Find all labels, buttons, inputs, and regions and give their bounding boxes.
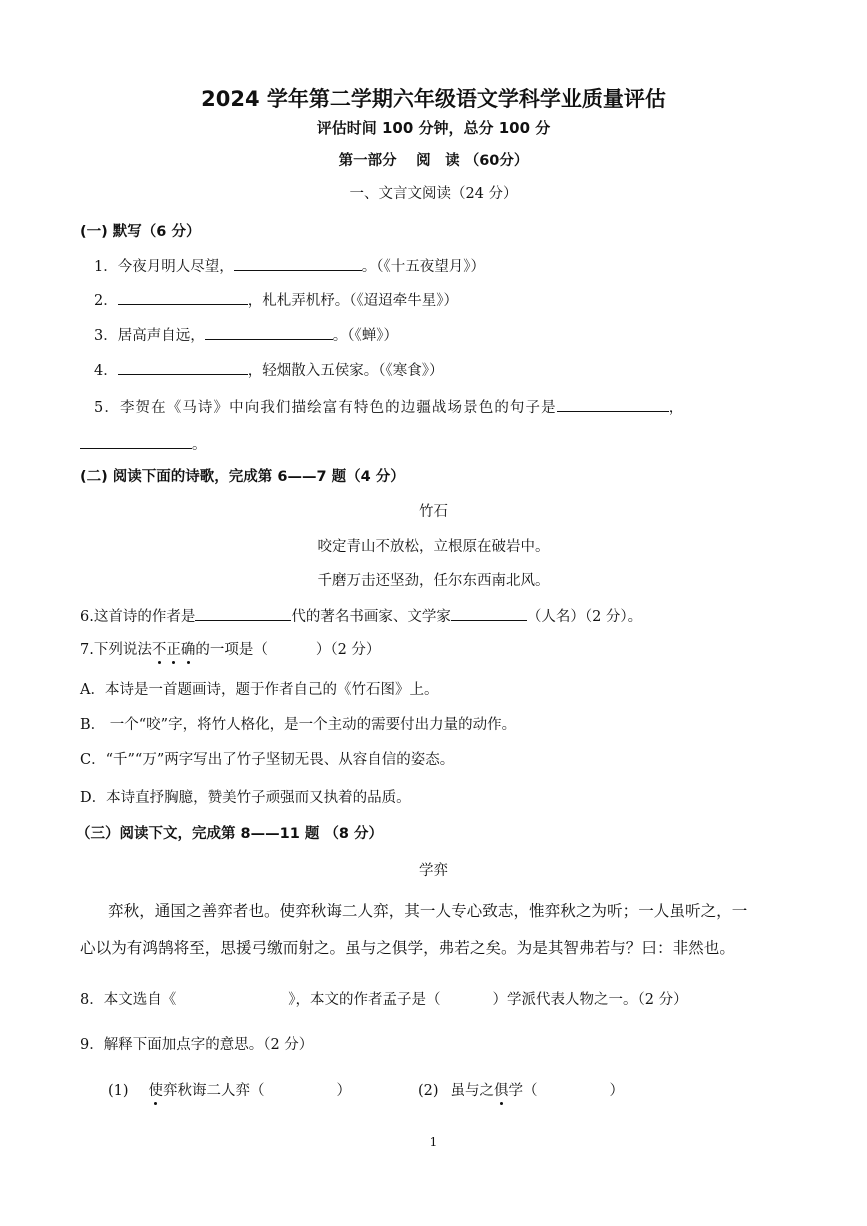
dictation-heading: (一) 默写（6 分） — [80, 224, 201, 240]
prose-paragraph-line-1: 弈秋，通国之善弈者也。使弈秋诲二人弈，其一人专心致志，惟弈秋之为听；一人虽听之，一 — [108, 902, 748, 920]
page-number: 1 — [429, 1135, 438, 1149]
answer-blank[interactable] — [451, 606, 527, 621]
option-c: C．“千”“万”两字写出了竹子坚韧无畏、从容自信的姿态。 — [80, 752, 455, 768]
poem-line-1: 咬定青山不放松，立根原在破岩中。 — [317, 539, 550, 555]
question-4: 4． ，轻烟散入五侯家。（《寒食》） — [94, 360, 443, 381]
option-a: A．本诗是一首题画诗，题于作者自己的《竹石图》上。 — [80, 682, 439, 698]
option-d: D．本诗直抒胸臆，赞美竹子顽强而又执着的品质。 — [80, 790, 411, 806]
question-7: 7.下列说法不正确的一项是（ ）（2 分） — [80, 642, 381, 658]
question-5-continued: 。 — [80, 434, 207, 455]
question-5: 5．李贺在《马诗》中向我们描绘富有特色的边疆战场景色的句子是 ， — [94, 397, 684, 418]
poem-line-2: 千磨万击还坚劲，任尔东西南北风。 — [317, 573, 550, 589]
question-2: 2． ，札札弄机杼。（《迢迢牵牛星》） — [94, 290, 458, 311]
question-6: 6.这首诗的作者是 代的著名书画家、文学家 （人名）（2 分）。 — [80, 606, 642, 627]
question-9-2: (2) 虽与之俱学（ ） — [418, 1083, 625, 1099]
prose-heading: （三）阅读下文，完成第 8——11 题 （8 分） — [76, 826, 384, 842]
question-3: 3．居高声自远， 。（《蝉》） — [94, 325, 398, 346]
answer-blank[interactable] — [234, 256, 362, 271]
poem-title: 竹石 — [419, 504, 448, 520]
section-heading: 一、文言文阅读（24 分） — [349, 186, 518, 202]
question-8: 8．本文选自《 》，本文的作者孟子是（ ）学派代表人物之一。（2 分） — [80, 992, 688, 1008]
question-9: 9．解释下面加点字的意思。（2 分） — [80, 1037, 314, 1053]
poem-heading: (二) 阅读下面的诗歌，完成第 6——7 题（4 分） — [80, 469, 405, 485]
answer-blank[interactable] — [205, 325, 333, 340]
answer-blank[interactable] — [557, 397, 669, 412]
prose-paragraph-line-2: 心以为有鸿鹄将至，思援弓缴而射之。虽与之俱学，弗若之矣。为是其智弗若与？曰：非然也。 — [80, 939, 735, 957]
answer-blank[interactable] — [118, 290, 248, 305]
answer-blank[interactable] — [195, 606, 291, 621]
exam-subtitle: 评估时间 100 分钟，总分 100 分 — [316, 119, 551, 137]
part-heading: 第一部分 阅 读 （60分） — [338, 153, 529, 169]
answer-blank[interactable] — [118, 360, 248, 375]
question-9-1: (1) 使弈秋诲二人弈（ ） — [108, 1083, 352, 1099]
exam-title: 2024 学年第二学期六年级语文学科学业质量评估 — [201, 87, 666, 111]
prose-title: 学弈 — [419, 863, 448, 879]
question-1: 1．今夜月明人尽望， 。（《十五夜望月》） — [94, 256, 485, 277]
option-b: B． 一个“咬”字，将竹人格化，是一个主动的需要付出力量的动作。 — [80, 717, 517, 733]
answer-blank[interactable] — [80, 434, 192, 449]
